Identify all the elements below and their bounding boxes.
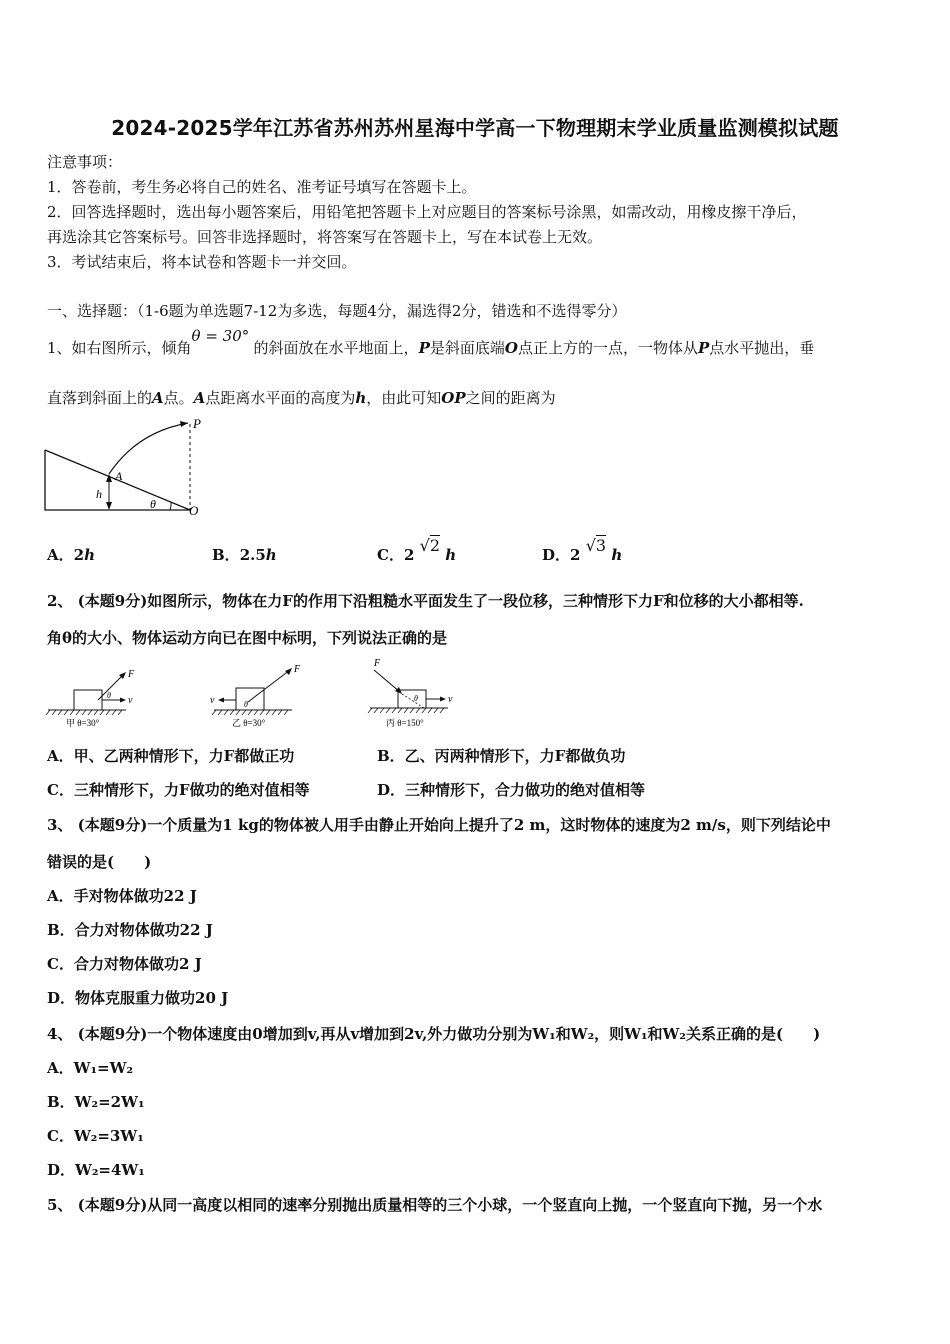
svg-text:F: F: [294, 664, 301, 675]
option-1D[interactable]: D．2 √3 h: [542, 536, 623, 564]
question-5-line: 5、 (本题9分)从同一高度以相同的速率分别抛出质量相等的三个小球，一个竖直向上抛，一个竖直向下抛，另一个水: [47, 1196, 823, 1214]
svg-text:F: F: [374, 658, 381, 669]
option-4D[interactable]: D．W₂=4W₁: [47, 1161, 145, 1179]
notes-item: 1．答卷前，考生务必将自己的姓名、准考证号填写在答题卡上。: [47, 178, 477, 196]
option-2B[interactable]: B．乙、丙两种情形下，力F都做负功: [377, 747, 626, 765]
question-3-line2: 错误的是( ): [47, 853, 152, 871]
option-3C[interactable]: C．合力对物体做功2 J: [47, 955, 202, 973]
notes-heading: 注意事项：: [47, 153, 123, 171]
question-4-line: 4、 (本题9分)一个物体速度由0增加到v,再从v增加到2v,外力做功分别为W₁和W₂，则W₁和W₂关系正确的是( ): [47, 1025, 821, 1043]
notes-item: 再选涂其它答案标号。回答非选择题时，将答案写在答题卡上，写在本试卷上无效。: [47, 228, 603, 246]
theta-expression: θ = 30°: [191, 327, 250, 345]
label-h: h: [96, 487, 102, 501]
question-1-line1: 1、如右图所示，倾角θ = 30°的斜面放在水平地面上，P是斜面底端O点正上方的一点，一物体从P点水平抛出，垂: [47, 327, 815, 357]
option-2D[interactable]: D．三种情形下，合力做功的绝对值相等: [377, 781, 646, 799]
section-heading: 一、选择题：（1-6题为单选题7-12为多选，每题4分，漏选得2分，错选和不选得零分）: [47, 302, 627, 320]
force-diagram-bing: [362, 656, 462, 730]
option-1A[interactable]: A．2h: [47, 546, 95, 564]
option-4B[interactable]: B．W₂=2W₁: [47, 1093, 145, 1111]
sqrt-icon: √2: [419, 536, 441, 555]
option-3D[interactable]: D．物体克服重力做功20 J: [47, 989, 229, 1007]
option-4A[interactable]: A．W₁=W₂: [47, 1059, 134, 1077]
option-3B[interactable]: B．合力对物体做功22 J: [47, 921, 213, 939]
question-3-line1: 3、 (本题9分)一个质量为1 kg的物体被人用手由静止开始向上提升了2 m，这时物体的速度为2 m/s，则下列结论中: [47, 816, 831, 834]
option-4C[interactable]: C．W₂=3W₁: [47, 1127, 144, 1145]
option-2C[interactable]: C．三种情形下，力F做功的绝对值相等: [47, 781, 310, 799]
question-2-line1: 2、 (本题9分)如图所示，物体在力F的作用下沿粗糙水平面发生了一段位移，三种情形下力F和位移的大小都相等.: [47, 592, 804, 610]
option-3A[interactable]: A．手对物体做功22 J: [47, 887, 197, 905]
notes-item: 3．考试结束后，将本试卷和答题卡一并交回。: [47, 253, 357, 271]
label-theta: θ: [150, 497, 156, 511]
caption-jia: 甲 θ=30°: [66, 718, 100, 728]
option-2A[interactable]: A．甲、乙两种情形下，力F都做正功: [47, 747, 295, 765]
question-1-line2: 直落到斜面上的A点。A点距离水平面的高度为h，由此可知OP之间的距离为: [47, 389, 556, 407]
label-P: P: [193, 416, 201, 431]
svg-text:v: v: [210, 695, 215, 706]
question-2-line2: 角θ的大小、物体运动方向已在图中标明，下列说法正确的是: [47, 629, 448, 647]
svg-text:v: v: [128, 695, 133, 706]
caption-yi: 乙 θ=30°: [232, 718, 266, 728]
label-A: A: [115, 469, 123, 483]
notes-item: 2．回答选择题时，选出每小题答案后，用铅笔把答题卡上对应题目的答案标号涂黑，如需改动，用橡皮擦干净后，: [47, 203, 807, 221]
option-1B[interactable]: B．2.5h: [212, 546, 277, 564]
svg-text:θ: θ: [107, 691, 111, 700]
page-title: 2024-2025学年江苏省苏州苏州星海中学高一下物理期末学业质量监测模拟试题: [111, 116, 839, 140]
svg-text:F: F: [128, 669, 135, 680]
incline-diagram: [42, 414, 207, 522]
label-O: O: [189, 503, 199, 518]
svg-text:θ: θ: [244, 700, 248, 709]
caption-bing: 丙 θ=150°: [386, 718, 424, 728]
svg-text:θ: θ: [414, 694, 418, 703]
svg-text:v: v: [448, 694, 453, 705]
option-1C[interactable]: C．2 √2 h: [377, 536, 457, 564]
force-diagram-yi: [206, 660, 306, 730]
force-diagram-jia: [44, 660, 144, 730]
sqrt-icon: √3: [585, 536, 607, 555]
